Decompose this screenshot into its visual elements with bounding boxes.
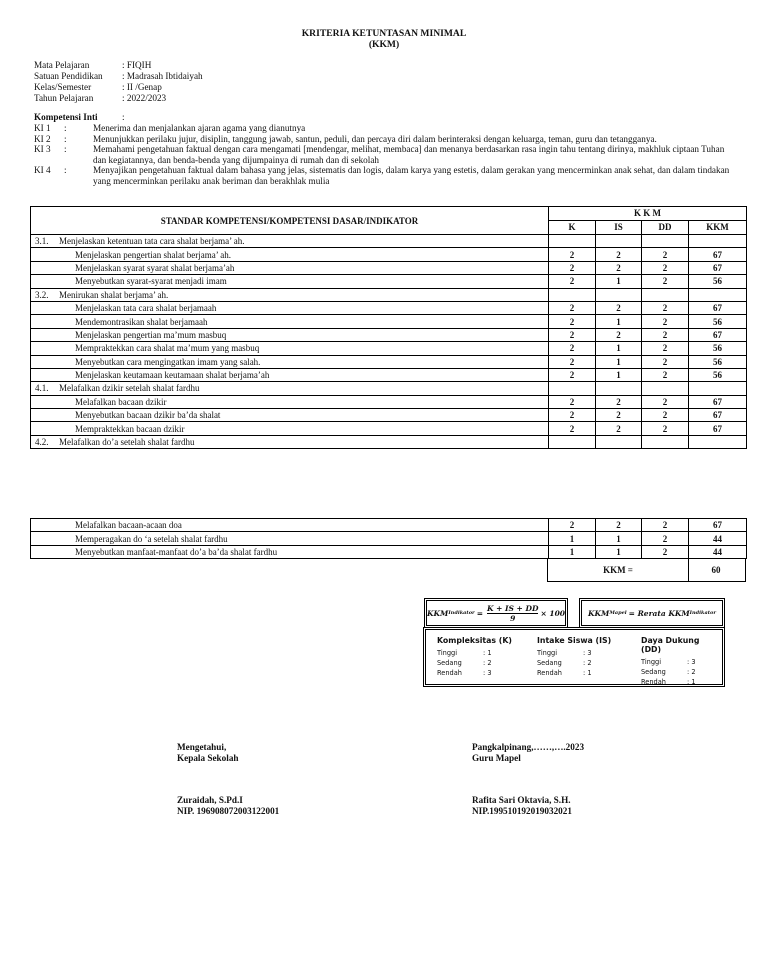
formula-sub: Indikator <box>689 610 717 616</box>
indicator-text: Melafalkan bacaan-acaan doa <box>31 519 549 532</box>
legend-name: Tinggi <box>641 658 662 666</box>
ki-code: KI 4 <box>34 165 51 175</box>
info-label: Mata Pelajaran <box>34 60 90 70</box>
score-dd <box>642 435 689 448</box>
table-header-k: K <box>549 220 596 234</box>
score-is: 2 <box>596 519 642 532</box>
competency-text: Menjelaskan ketentuan tata cara shalat berjama’ ah. <box>59 236 245 247</box>
info-value: : FIQIH <box>122 60 152 70</box>
legend-value: : 2 <box>583 659 592 667</box>
score-k <box>549 435 596 448</box>
indicator-row <box>31 301 747 314</box>
score-k: 2 <box>549 261 596 274</box>
legend-value: : 1 <box>687 678 696 686</box>
ki-code: KI 2 <box>34 133 51 144</box>
info-row-subject <box>34 60 151 71</box>
formula-fraction <box>487 604 538 623</box>
score-kkm: 56 <box>689 355 747 368</box>
score-dd: 2 <box>642 395 689 408</box>
indicator-row <box>31 315 747 328</box>
info-row-year <box>34 93 166 104</box>
table-header-competency: STANDAR KOMPETENSI/KOMPETENSI DASAR/INDIKATOR <box>31 207 549 235</box>
ki-text: Memahami pengetahuan faktual dengan cara mengamati [mendengar, melihat, membaca] dan menanya berdasarkan rasa ingin tahu tentang dirinya, makhluk ciptaan Tuhan dan kegiatannya, dan benda-benda yang dijumpainya di rumah dan di sekolah <box>93 144 725 165</box>
legend-value: : 1 <box>583 669 592 677</box>
legend-row <box>437 658 512 668</box>
indicator-row <box>31 342 747 355</box>
legend-value: : 3 <box>583 649 592 657</box>
score-kkm: 44 <box>689 532 747 545</box>
competency-text: Melafalkan do’a setelah shalat fardhu <box>59 437 195 448</box>
score-k: 2 <box>549 301 596 314</box>
signature-role: Kepala Sekolah <box>177 752 239 763</box>
table-header-is: IS <box>596 220 642 234</box>
score-dd: 2 <box>642 409 689 422</box>
info-label: Tahun Pelajaran <box>34 93 94 103</box>
signature-teacher <box>472 742 584 763</box>
signature-nip: NIP. 196908072003122001 <box>177 805 280 816</box>
document-title: KRITERIA KETUNTASAN MINIMAL <box>301 28 467 39</box>
score-is: 1 <box>596 545 642 558</box>
ki-item-2 <box>34 134 734 145</box>
signature-teacher-name <box>472 795 572 816</box>
ki-code: KI 3 <box>34 144 51 154</box>
criteria-legend <box>425 629 723 685</box>
competency-cell <box>31 288 549 301</box>
score-dd: 2 <box>642 248 689 261</box>
legend-name: Rendah <box>537 669 562 677</box>
ki-colon: : <box>64 144 67 154</box>
ki-colon: : <box>64 165 67 175</box>
info-value: : Madrasah Ibtidaiyah <box>122 71 203 81</box>
legend-heading: Daya Dukung (DD) <box>641 636 700 654</box>
legend-row <box>437 648 512 658</box>
score-kkm <box>689 435 747 448</box>
score-kkm: 67 <box>689 395 747 408</box>
score-k <box>549 288 596 301</box>
signature-name: Rafita Sari Oktavia, S.H. <box>472 795 571 805</box>
table-header-kkm-group: K K M <box>549 207 747 221</box>
legend-name: Sedang <box>537 659 562 667</box>
competency-text: Menirukan shalat berjama’ ah. <box>59 289 169 300</box>
signature-place-date: Pangkalpinang,……,….2023 <box>472 742 585 752</box>
legend-intake <box>537 636 611 678</box>
score-k: 2 <box>549 368 596 381</box>
formula-mapel <box>581 600 723 626</box>
score-dd: 2 <box>642 275 689 288</box>
indicator-row <box>31 409 747 422</box>
kkm-table <box>30 206 747 449</box>
score-is: 2 <box>596 422 642 435</box>
score-kkm: 56 <box>689 275 747 288</box>
score-is <box>596 435 642 448</box>
competency-row <box>31 288 747 301</box>
indicator-row <box>31 275 747 288</box>
score-kkm <box>689 235 747 248</box>
score-is: 1 <box>596 355 642 368</box>
legend-name: Tinggi <box>537 649 558 657</box>
score-k: 2 <box>549 275 596 288</box>
indicator-row <box>31 368 747 381</box>
legend-name: Rendah <box>641 678 666 686</box>
table-body <box>31 519 747 559</box>
score-k: 2 <box>549 248 596 261</box>
score-dd: 2 <box>642 519 689 532</box>
score-is <box>596 382 642 395</box>
legend-row <box>537 668 611 678</box>
score-dd: 2 <box>642 342 689 355</box>
signature-line: Mengetahui, <box>177 742 227 752</box>
legend-value: : 3 <box>483 669 492 677</box>
formula-rerata: = Rerata KKM <box>628 608 690 618</box>
legend-name: Sedang <box>437 659 462 667</box>
score-k: 2 <box>549 422 596 435</box>
indicator-text: Menjelaskan pengertian shalat berjama’ ah. <box>31 248 549 261</box>
score-dd <box>642 235 689 248</box>
legend-value: : 2 <box>687 668 696 676</box>
score-is: 1 <box>596 342 642 355</box>
legend-value: : 3 <box>687 658 696 666</box>
score-dd: 2 <box>642 422 689 435</box>
legend-support <box>641 636 722 687</box>
score-kkm: 67 <box>689 301 747 314</box>
indicator-text: Mempraktekkan bacaan dzikir <box>31 422 549 435</box>
competency-number: 4.1. <box>35 383 49 394</box>
indicator-text: Menyebutkan bacaan dzikir ba’da shalat <box>31 409 549 422</box>
score-k <box>549 382 596 395</box>
score-is: 1 <box>596 532 642 545</box>
ki-item-3 <box>34 144 734 165</box>
score-is <box>596 288 642 301</box>
score-dd: 2 <box>642 545 689 558</box>
ki-text: Menyajikan pengetahuan faktual dalam bahasa yang jelas, sistematis dan logis, dalam karya yang estetis, dalam gerakan yang mencerminkan anak sehat, dan dalam tindakan yang mencerminkan perilaku anak beriman dan berakhlak mulia <box>93 165 730 186</box>
score-k <box>549 235 596 248</box>
score-dd: 2 <box>642 368 689 381</box>
score-dd: 2 <box>642 328 689 341</box>
ki-heading-colon: : <box>122 112 125 122</box>
score-k: 1 <box>549 532 596 545</box>
signature-principal-name <box>177 795 279 816</box>
score-kkm: 67 <box>689 519 747 532</box>
score-dd: 2 <box>642 355 689 368</box>
indicator-row <box>31 519 747 532</box>
table-header-kkm: KKM <box>689 220 747 234</box>
score-kkm: 44 <box>689 545 747 558</box>
score-dd: 2 <box>642 261 689 274</box>
formula-times: × 100 <box>540 608 566 618</box>
legend-name: Tinggi <box>437 649 458 657</box>
formula-sub: Mapel <box>609 610 627 616</box>
score-k: 1 <box>549 545 596 558</box>
legend-value: : 2 <box>483 659 492 667</box>
legend-complexity <box>437 636 512 678</box>
info-value: : 2022/2023 <box>122 93 167 103</box>
score-k: 2 <box>549 519 596 532</box>
score-dd <box>642 382 689 395</box>
indicator-text: Memperagakan do ‘a setelah shalat fardhu <box>31 532 549 545</box>
legend-row <box>537 648 611 658</box>
legend-row <box>641 677 722 687</box>
score-is: 2 <box>596 301 642 314</box>
indicator-text: Menyebutkan manfaat-manfaat do’a ba’da shalat fardhu <box>31 545 549 558</box>
legend-row <box>437 668 512 678</box>
ki-text: Menunjukkan perilaku jujur, disiplin, tanggung jawab, santun, peduli, dan percaya diri dalam berinteraksi dengan keluarga, teman, guru dan tetangganya. <box>93 133 657 144</box>
score-is: 1 <box>596 315 642 328</box>
score-is: 1 <box>596 275 642 288</box>
indicator-text: Melafalkan bacaan dzikir <box>31 395 549 408</box>
score-is: 2 <box>596 328 642 341</box>
info-label: Kelas/Semester <box>34 82 92 92</box>
score-is: 2 <box>596 395 642 408</box>
info-row-school <box>34 71 203 82</box>
signature-role: Guru Mapel <box>472 752 521 763</box>
formula-sub: Indikator <box>448 610 475 616</box>
indicator-row <box>31 328 747 341</box>
ki-code: KI 1 <box>34 123 51 133</box>
ki-item-1 <box>34 123 734 134</box>
table-body <box>31 235 747 449</box>
indicator-text: Mempraktekkan cara shalat ma’mum yang masbuq <box>31 342 549 355</box>
score-is: 2 <box>596 261 642 274</box>
indicator-text: Menyebutkan cara mengingatkan imam yang salah. <box>31 355 549 368</box>
score-k: 2 <box>549 409 596 422</box>
score-k: 2 <box>549 315 596 328</box>
document-subtitle: (KKM) <box>368 39 400 50</box>
formula-kkm: KKM <box>587 608 610 618</box>
info-value: : II /Genap <box>122 82 162 92</box>
kkm-total-value: 60 <box>687 558 746 582</box>
score-is: 2 <box>596 248 642 261</box>
indicator-row <box>31 355 747 368</box>
formula-denominator: 9 <box>510 613 516 623</box>
formula-indicator <box>426 600 566 626</box>
competency-cell <box>31 235 549 248</box>
competency-cell <box>31 435 549 448</box>
legend-row <box>641 657 722 667</box>
score-kkm: 56 <box>689 368 747 381</box>
ki-text: Menerima dan menjalankan ajaran agama yang dianutnya <box>93 123 306 133</box>
indicator-row <box>31 248 747 261</box>
kkm-table-continued <box>30 518 747 559</box>
score-kkm: 67 <box>689 328 747 341</box>
score-is: 1 <box>596 368 642 381</box>
kkm-total-label: KKM = <box>547 558 689 582</box>
score-dd: 2 <box>642 532 689 545</box>
indicator-row <box>31 395 747 408</box>
indicator-row <box>31 545 747 558</box>
formula-numerator: K + IS + DD <box>487 603 539 613</box>
legend-row <box>537 658 611 668</box>
signature-principal <box>177 742 239 763</box>
legend-row <box>641 667 722 677</box>
score-k: 2 <box>549 355 596 368</box>
formula-eq: = <box>476 608 483 618</box>
table-header-dd: DD <box>642 220 689 234</box>
ki-heading: Kompetensi Inti <box>34 112 98 122</box>
indicator-text: Mendemontrasikan shalat berjamaah <box>31 315 549 328</box>
score-kkm <box>689 288 747 301</box>
score-kkm: 56 <box>689 342 747 355</box>
score-kkm <box>689 382 747 395</box>
legend-heading: Intake Siswa (IS) <box>537 636 612 645</box>
score-kkm: 67 <box>689 248 747 261</box>
score-kkm: 67 <box>689 261 747 274</box>
ki-colon: : <box>64 123 67 133</box>
score-k: 2 <box>549 342 596 355</box>
legend-value: : 1 <box>483 649 492 657</box>
indicator-text: Menyebutkan syarat-syarat menjadi imam <box>31 275 549 288</box>
competency-number: 3.2. <box>35 289 49 300</box>
competency-number: 4.2. <box>35 437 49 448</box>
formula-kkm: KKM <box>427 608 449 618</box>
score-kkm: 56 <box>689 315 747 328</box>
ki-colon: : <box>64 133 67 144</box>
indicator-row <box>31 532 747 545</box>
score-kkm: 67 <box>689 422 747 435</box>
indicator-row <box>31 422 747 435</box>
score-dd: 2 <box>642 315 689 328</box>
ki-item-4 <box>34 165 734 186</box>
indicator-text: Menjelaskan syarat syarat shalat berjama’ah <box>31 261 549 274</box>
signature-name: Zuraidah, S.Pd.I <box>177 795 243 805</box>
info-label: Satuan Pendidikan <box>34 71 103 81</box>
info-row-class <box>34 82 162 93</box>
indicator-row <box>31 261 747 274</box>
indicator-text: Menjelaskan pengertian ma’mum masbuq <box>31 328 549 341</box>
score-is: 2 <box>596 409 642 422</box>
score-k: 2 <box>549 395 596 408</box>
score-k: 2 <box>549 328 596 341</box>
score-kkm: 67 <box>689 409 747 422</box>
score-dd: 2 <box>642 301 689 314</box>
competency-number: 3.1. <box>35 236 49 247</box>
score-dd <box>642 288 689 301</box>
legend-name: Sedang <box>641 668 666 676</box>
signature-nip: NIP.199510192019032021 <box>472 805 572 816</box>
legend-name: Rendah <box>437 669 462 677</box>
competency-row <box>31 435 747 448</box>
competency-text: Melafalkan dzikir setelah shalat fardhu <box>59 383 200 394</box>
competency-row <box>31 382 747 395</box>
score-is <box>596 235 642 248</box>
legend-heading: Kompleksitas (K) <box>437 636 512 645</box>
competency-cell <box>31 382 549 395</box>
indicator-text: Menjelaskan tata cara shalat berjamaah <box>31 301 549 314</box>
competency-row <box>31 235 747 248</box>
indicator-text: Menjelaskan keutamaan keutamaan shalat berjama’ah <box>31 368 549 381</box>
